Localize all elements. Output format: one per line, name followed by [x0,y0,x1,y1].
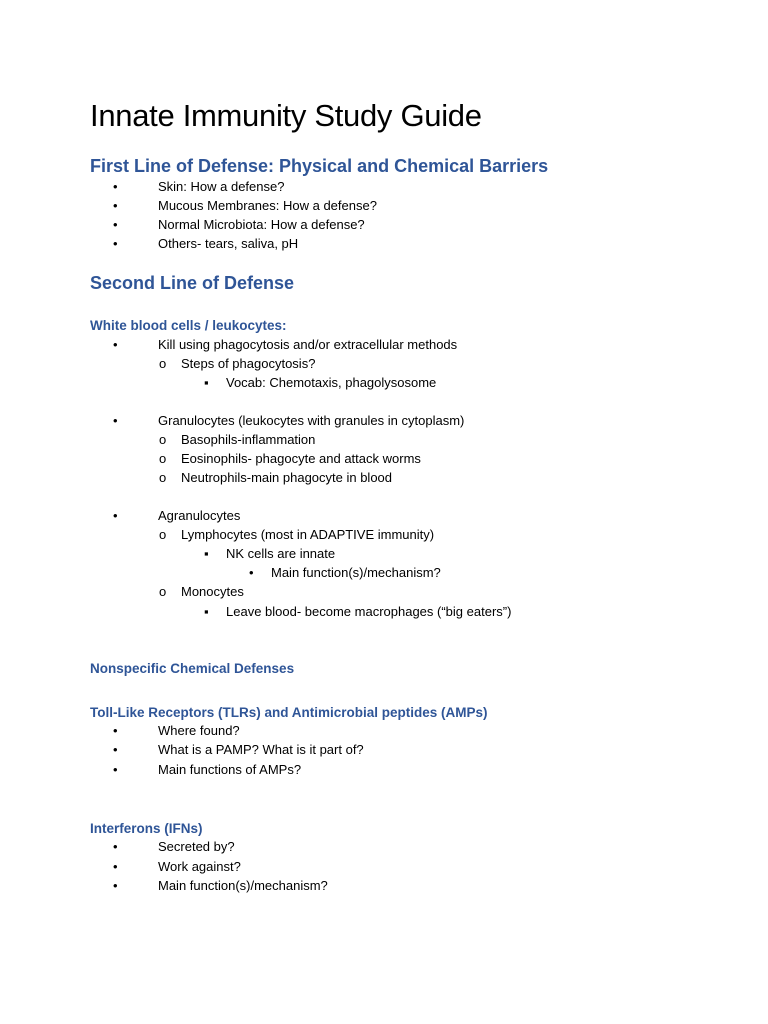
list-item: Basophils-inflammation [181,432,316,447]
list-item: Eosinophils- phagocyte and attack worms [181,451,421,466]
bullet-circle [159,469,166,487]
list-item: Skin: How a defense? [158,179,285,194]
first-line-heading: First Line of Defense: Physical and Chemical Barriers [90,156,549,176]
bullet-disc [113,761,118,779]
list-item: Agranulocytes [158,508,241,523]
bullet-disc [113,838,118,856]
list-item: Leave blood- become macrophages (“big eaters”) [226,604,512,619]
list-item: Main function(s)/mechanism? [271,565,441,580]
bullet-circle [159,583,166,601]
bullet-disc [113,197,118,215]
bullet-disc [113,178,118,196]
bullet-circle [159,450,166,468]
list-item: Steps of phagocytosis? [181,356,316,371]
bullet-disc [249,564,254,582]
bullet-square [204,545,209,563]
list-item: Others- tears, saliva, pH [158,236,299,251]
bullet-disc [113,216,118,234]
tlr-heading: Toll-Like Receptors (TLRs) and Antimicrobial peptides (AMPs) [90,705,488,720]
list-item: Work against? [158,859,241,874]
bullet-circle [159,355,166,373]
list-item: Granulocytes (leukocytes with granules in cytoplasm) [158,413,465,428]
bullet-disc [113,412,118,430]
list-item: Main function(s)/mechanism? [158,878,328,893]
bullet-circle [159,431,166,449]
bullet-disc [113,741,118,759]
second-line-heading: Second Line of Defense [90,273,295,293]
nonspecific-heading: Nonspecific Chemical Defenses [90,661,295,676]
list-item: Lymphocytes (most in ADAPTIVE immunity) [181,527,435,542]
bullet-circle [159,526,166,544]
list-item: Mucous Membranes: How a defense? [158,198,377,213]
list-item: Neutrophils-main phagocyte in blood [181,470,393,485]
bullet-square [204,374,209,392]
list-item: What is a PAMP? What is it part of? [158,742,364,757]
list-item: Normal Microbiota: How a defense? [158,217,365,232]
list-item: Vocab: Chemotaxis, phagolysosome [226,375,437,390]
bullet-disc [113,507,118,525]
bullet-disc [113,722,118,740]
bullet-disc [113,235,118,253]
list-item: Where found? [158,723,240,738]
list-item: NK cells are innate [226,546,336,561]
list-item: Secreted by? [158,839,235,854]
list-item: Monocytes [181,584,244,599]
ifn-heading: Interferons (IFNs) [90,821,203,836]
list-item: Main functions of AMPs? [158,762,302,777]
bullet-disc [113,336,118,354]
wbc-heading: White blood cells / leukocytes: [90,318,287,333]
bullet-square [204,603,209,621]
page-title: Innate Immunity Study Guide [90,98,482,133]
list-item: Kill using phagocytosis and/or extracellular methods [158,337,458,352]
bullet-disc [113,877,118,895]
bullet-disc [113,858,118,876]
